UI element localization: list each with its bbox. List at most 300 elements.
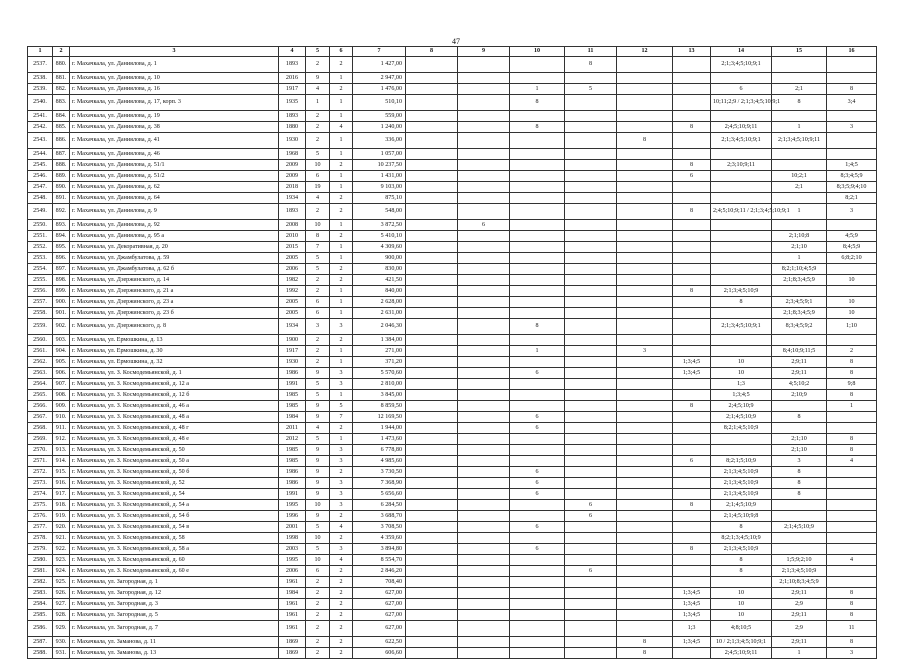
table-cell bbox=[711, 434, 772, 445]
table-cell bbox=[510, 577, 565, 588]
table-cell: 6 284,50 bbox=[353, 500, 406, 511]
table-cell: 909. bbox=[53, 401, 70, 412]
table-cell: 7 368,90 bbox=[353, 478, 406, 489]
table-cell bbox=[673, 566, 711, 577]
table-cell: 4;8;10;5 bbox=[711, 621, 772, 637]
table-cell bbox=[406, 275, 458, 286]
table-cell: 2578. bbox=[28, 533, 53, 544]
table-cell: 1992 bbox=[279, 286, 306, 297]
table-cell: 371,20 bbox=[353, 357, 406, 368]
table-cell bbox=[617, 456, 673, 467]
table-cell: 8 bbox=[673, 544, 711, 555]
table-cell: 548,00 bbox=[353, 204, 406, 220]
table-cell: 1 bbox=[330, 434, 353, 445]
table-cell bbox=[617, 401, 673, 412]
table-cell bbox=[827, 533, 877, 544]
table-cell bbox=[406, 566, 458, 577]
table-cell: 2541. bbox=[28, 111, 53, 122]
table-cell bbox=[458, 253, 510, 264]
table-cell: 8 bbox=[617, 637, 673, 648]
table-cell: 5 410,10 bbox=[353, 231, 406, 242]
table-cell: 2 bbox=[330, 637, 353, 648]
table-cell: 510,10 bbox=[353, 95, 406, 111]
table-cell: г. Махачкала, ул. З. Космодемьянской, д. 60 е bbox=[70, 566, 279, 577]
table-cell: 2 bbox=[306, 346, 330, 357]
table-cell: 8 bbox=[673, 500, 711, 511]
table-row bbox=[28, 412, 877, 423]
table-cell: 1 944,00 bbox=[353, 423, 406, 434]
table-cell: г. Махачкала, ул. Ермошкина, д. 32 bbox=[70, 357, 279, 368]
table-cell: 3 845,00 bbox=[353, 390, 406, 401]
table-cell: 2 bbox=[330, 648, 353, 659]
table-row bbox=[28, 182, 877, 193]
table-cell: 2539. bbox=[28, 84, 53, 95]
table-cell: 2;1;10 bbox=[772, 242, 827, 253]
table-cell bbox=[406, 95, 458, 111]
table-cell: г. Махачкала, ул. Дзержинского, д. 14 bbox=[70, 275, 279, 286]
table-cell: 2 bbox=[330, 467, 353, 478]
table-cell: 8 bbox=[827, 357, 877, 368]
table-cell bbox=[458, 467, 510, 478]
table-cell bbox=[772, 57, 827, 73]
table-cell bbox=[510, 401, 565, 412]
table-cell bbox=[673, 73, 711, 84]
table-cell bbox=[565, 544, 617, 555]
table-cell: 8;2;1;4;5;10;9 bbox=[711, 423, 772, 434]
table-cell: 9 bbox=[306, 456, 330, 467]
table-cell: 2 628,00 bbox=[353, 297, 406, 308]
table-cell bbox=[617, 160, 673, 171]
table-cell: 2550. bbox=[28, 220, 53, 231]
table-cell: г. Махачкала, ул. З. Космодемьянской, д. 48 г bbox=[70, 423, 279, 434]
table-cell bbox=[617, 286, 673, 297]
table-cell: 2 bbox=[306, 637, 330, 648]
table-cell bbox=[510, 297, 565, 308]
table-cell: 2568. bbox=[28, 423, 53, 434]
table-cell bbox=[406, 423, 458, 434]
table-cell: 10 bbox=[711, 368, 772, 379]
table-cell bbox=[510, 160, 565, 171]
table-cell: 4 bbox=[306, 423, 330, 434]
table-cell: г. Махачкала, ул. Загородная, д. 1 bbox=[70, 577, 279, 588]
table-cell: 8 bbox=[772, 95, 827, 111]
table-cell bbox=[565, 577, 617, 588]
table-cell: 4 359,60 bbox=[353, 533, 406, 544]
table-cell bbox=[565, 335, 617, 346]
table-cell: 2 bbox=[306, 577, 330, 588]
table-cell: 2569. bbox=[28, 434, 53, 445]
table-cell bbox=[458, 84, 510, 95]
table-cell: 2009 bbox=[279, 171, 306, 182]
table-cell bbox=[565, 522, 617, 533]
table-cell bbox=[458, 610, 510, 621]
table-cell: 2;1;10;8;3;4;5;9 bbox=[772, 577, 827, 588]
table-cell: 1893 bbox=[279, 111, 306, 122]
table-cell bbox=[458, 489, 510, 500]
table-cell: 10;11;2;9 / 2;1;3;4;5;10;9;1 bbox=[711, 95, 772, 111]
table-cell: 2;1;3;4;5;10;9 bbox=[711, 544, 772, 555]
table-cell: 8 bbox=[827, 610, 877, 621]
table-cell: 6;8;2;10 bbox=[827, 253, 877, 264]
table-cell: г. Махачкала, ул. Даниялова, д. 38 bbox=[70, 122, 279, 133]
table-cell bbox=[827, 133, 877, 149]
table-cell: 8 bbox=[306, 231, 330, 242]
table-cell bbox=[510, 555, 565, 566]
table-cell bbox=[510, 357, 565, 368]
table-cell bbox=[617, 423, 673, 434]
table-cell: 2 bbox=[306, 599, 330, 610]
table-cell bbox=[673, 319, 711, 335]
table-cell: 10 bbox=[711, 357, 772, 368]
table-cell bbox=[565, 379, 617, 390]
table-cell: 1;3;4;5 bbox=[673, 610, 711, 621]
table-row bbox=[28, 149, 877, 160]
table-cell: г. Махачкала, ул. Даниялова, д. 10 bbox=[70, 73, 279, 84]
table-cell bbox=[827, 577, 877, 588]
table-cell: 917. bbox=[53, 489, 70, 500]
table-cell: 1;3;4;5 bbox=[711, 390, 772, 401]
table-cell bbox=[406, 253, 458, 264]
table-cell bbox=[510, 193, 565, 204]
table-cell bbox=[565, 445, 617, 456]
table-cell bbox=[827, 467, 877, 478]
table-cell bbox=[406, 412, 458, 423]
table-cell bbox=[617, 577, 673, 588]
table-cell: 1 476,00 bbox=[353, 84, 406, 95]
table-cell bbox=[510, 73, 565, 84]
table-cell: 881. bbox=[53, 73, 70, 84]
table-cell bbox=[673, 522, 711, 533]
table-cell: 4 bbox=[306, 193, 330, 204]
table-cell bbox=[458, 566, 510, 577]
table-cell bbox=[458, 242, 510, 253]
table-cell bbox=[711, 346, 772, 357]
table-row bbox=[28, 84, 877, 95]
table-cell: 898. bbox=[53, 275, 70, 286]
table-cell: 1984 bbox=[279, 588, 306, 599]
table-cell: г. Махачкала, ул. Даниялова, д. 46 bbox=[70, 149, 279, 160]
table-cell: 5 bbox=[306, 544, 330, 555]
table-cell: 2586. bbox=[28, 621, 53, 637]
table-cell: 2;1;8;3;4;5;9 bbox=[772, 308, 827, 319]
table-cell bbox=[565, 242, 617, 253]
table-cell: 2;3;10;9;11 bbox=[711, 160, 772, 171]
col-header: 15 bbox=[772, 47, 827, 57]
table-cell: 2 bbox=[306, 610, 330, 621]
table-cell bbox=[772, 220, 827, 231]
table-cell bbox=[406, 149, 458, 160]
table-cell: 880. bbox=[53, 57, 70, 73]
table-cell: 1961 bbox=[279, 610, 306, 621]
table-cell bbox=[673, 275, 711, 286]
table-cell: 2011 bbox=[279, 423, 306, 434]
table-row bbox=[28, 648, 877, 659]
table-cell: 2551. bbox=[28, 231, 53, 242]
table-cell: 911. bbox=[53, 423, 70, 434]
table-cell: 926. bbox=[53, 588, 70, 599]
table-cell: 3 bbox=[330, 544, 353, 555]
table-cell: 895. bbox=[53, 242, 70, 253]
table-cell: 1 bbox=[330, 357, 353, 368]
table-cell: 6 bbox=[510, 368, 565, 379]
table-cell: 10 bbox=[306, 555, 330, 566]
table-row bbox=[28, 308, 877, 319]
table-cell: 6 bbox=[711, 84, 772, 95]
table-cell: 2005 bbox=[279, 308, 306, 319]
table-cell: 2588. bbox=[28, 648, 53, 659]
table-cell: 3 688,70 bbox=[353, 511, 406, 522]
table-cell: 2 bbox=[306, 648, 330, 659]
table-cell bbox=[617, 533, 673, 544]
table-cell: 901. bbox=[53, 308, 70, 319]
table-cell: 2006 bbox=[279, 264, 306, 275]
col-header: 4 bbox=[279, 47, 306, 57]
table-cell: 2;9 bbox=[772, 599, 827, 610]
table-cell: 8;4;5;9 bbox=[827, 242, 877, 253]
table-cell: 2565. bbox=[28, 390, 53, 401]
table-cell bbox=[565, 390, 617, 401]
table-cell bbox=[510, 599, 565, 610]
table-cell: 1 bbox=[330, 286, 353, 297]
table-cell: 1985 bbox=[279, 390, 306, 401]
table-cell: 3 bbox=[827, 204, 877, 220]
table-cell bbox=[458, 522, 510, 533]
table-cell: 6 bbox=[510, 412, 565, 423]
table-cell bbox=[406, 401, 458, 412]
table-cell bbox=[458, 335, 510, 346]
table-cell: 1;4;5 bbox=[827, 160, 877, 171]
table-cell: 893. bbox=[53, 220, 70, 231]
table-cell bbox=[711, 231, 772, 242]
table-cell bbox=[458, 346, 510, 357]
table-cell: 2554. bbox=[28, 264, 53, 275]
table-cell bbox=[510, 588, 565, 599]
table-cell bbox=[827, 73, 877, 84]
table-cell: 7 bbox=[306, 242, 330, 253]
col-header: 9 bbox=[458, 47, 510, 57]
table-cell bbox=[458, 264, 510, 275]
table-row bbox=[28, 122, 877, 133]
table-cell: 1 240,00 bbox=[353, 122, 406, 133]
table-cell: 2 bbox=[330, 566, 353, 577]
table-cell: 2;4;5;10;9 bbox=[711, 401, 772, 412]
table-row bbox=[28, 253, 877, 264]
table-cell bbox=[458, 648, 510, 659]
table-cell: 3 bbox=[330, 379, 353, 390]
table-cell bbox=[673, 335, 711, 346]
table-row bbox=[28, 390, 877, 401]
table-cell bbox=[827, 489, 877, 500]
table-cell bbox=[711, 577, 772, 588]
table-row bbox=[28, 434, 877, 445]
table-cell bbox=[711, 445, 772, 456]
page-number: 47 bbox=[452, 37, 460, 46]
table-cell: 5 bbox=[306, 253, 330, 264]
table-cell: 2 810,00 bbox=[353, 379, 406, 390]
table-cell bbox=[711, 264, 772, 275]
table-cell: 2;1 bbox=[772, 182, 827, 193]
table-cell: 3 bbox=[306, 319, 330, 335]
table-cell bbox=[565, 599, 617, 610]
table-cell bbox=[406, 445, 458, 456]
table-cell: 9 bbox=[306, 478, 330, 489]
table-row bbox=[28, 286, 877, 297]
table-cell: г. Махачкала, ул. Джамбулатова, д. 59 bbox=[70, 253, 279, 264]
table-cell: 5 bbox=[330, 401, 353, 412]
table-cell bbox=[406, 533, 458, 544]
table-cell bbox=[458, 445, 510, 456]
table-cell bbox=[827, 264, 877, 275]
table-cell: г. Махачкала, ул. Даниялова, д. 19 bbox=[70, 111, 279, 122]
table-cell bbox=[827, 423, 877, 434]
table-cell: 2;3;4;5;9;1 bbox=[772, 297, 827, 308]
table-cell: 2 846,20 bbox=[353, 566, 406, 577]
table-cell bbox=[565, 171, 617, 182]
table-cell: 2571. bbox=[28, 456, 53, 467]
table-cell bbox=[406, 335, 458, 346]
table-cell: 10;2;1 bbox=[772, 171, 827, 182]
table-cell bbox=[458, 149, 510, 160]
table-cell: 2;1;3;4;5;10;9;11 bbox=[772, 133, 827, 149]
table-cell bbox=[510, 242, 565, 253]
table-cell bbox=[510, 149, 565, 160]
table-cell bbox=[565, 401, 617, 412]
table-cell: 2537. bbox=[28, 57, 53, 73]
table-cell bbox=[673, 308, 711, 319]
table-cell: 9;8 bbox=[827, 379, 877, 390]
table-cell: г. Махачкала, ул. Даниялова, д. 64 bbox=[70, 193, 279, 204]
table-cell: 924. bbox=[53, 566, 70, 577]
table-cell bbox=[458, 111, 510, 122]
table-cell bbox=[565, 133, 617, 149]
table-cell bbox=[617, 171, 673, 182]
table-cell: 2 bbox=[330, 231, 353, 242]
table-cell: 1 bbox=[772, 648, 827, 659]
table-cell: 3 bbox=[330, 456, 353, 467]
table-cell: 907. bbox=[53, 379, 70, 390]
table-cell bbox=[565, 149, 617, 160]
table-cell: 920. bbox=[53, 522, 70, 533]
table-cell: 884. bbox=[53, 111, 70, 122]
table-cell bbox=[565, 122, 617, 133]
table-cell bbox=[673, 423, 711, 434]
table-cell: 2552. bbox=[28, 242, 53, 253]
table-cell: 1984 bbox=[279, 412, 306, 423]
table-cell: 1;3;4;5 bbox=[673, 588, 711, 599]
table-cell: г. Махачкала, ул. З. Космодемьянской, д. 1 bbox=[70, 368, 279, 379]
table-cell bbox=[458, 182, 510, 193]
table-cell bbox=[458, 319, 510, 335]
table-cell: 8 bbox=[827, 390, 877, 401]
table-row bbox=[28, 160, 877, 171]
table-cell: 5 bbox=[565, 84, 617, 95]
table-row bbox=[28, 171, 877, 182]
table-cell bbox=[617, 204, 673, 220]
table-cell: 627,00 bbox=[353, 599, 406, 610]
table-cell bbox=[565, 297, 617, 308]
table-cell bbox=[565, 264, 617, 275]
table-row bbox=[28, 588, 877, 599]
table-cell bbox=[673, 533, 711, 544]
table-cell bbox=[772, 149, 827, 160]
table-cell: 882. bbox=[53, 84, 70, 95]
table-cell: 9 bbox=[306, 489, 330, 500]
table-cell: 421,50 bbox=[353, 275, 406, 286]
table-cell bbox=[673, 489, 711, 500]
table-cell bbox=[510, 220, 565, 231]
table-cell bbox=[565, 220, 617, 231]
table-cell: 1893 bbox=[279, 204, 306, 220]
table-cell: 8;2;1;3;4;5;10;9 bbox=[711, 533, 772, 544]
table-cell: 2545. bbox=[28, 160, 53, 171]
table-cell bbox=[565, 434, 617, 445]
table-cell bbox=[711, 335, 772, 346]
table-cell: 903. bbox=[53, 335, 70, 346]
table-cell: 2563. bbox=[28, 368, 53, 379]
table-cell: г. Махачкала, ул. З. Космодемьянской, д. 12 а bbox=[70, 379, 279, 390]
table-cell: 9 103,00 bbox=[353, 182, 406, 193]
table-cell bbox=[406, 160, 458, 171]
table-cell bbox=[711, 242, 772, 253]
table-cell: 927. bbox=[53, 599, 70, 610]
table-cell: 918. bbox=[53, 500, 70, 511]
table-cell: 627,00 bbox=[353, 610, 406, 621]
table-cell: 2 bbox=[306, 588, 330, 599]
table-row bbox=[28, 544, 877, 555]
table-cell: 4 bbox=[330, 522, 353, 533]
table-cell bbox=[827, 57, 877, 73]
table-cell bbox=[827, 566, 877, 577]
table-cell: 11 bbox=[827, 621, 877, 637]
table-cell bbox=[565, 368, 617, 379]
table-cell: 2 bbox=[330, 204, 353, 220]
table-cell: 2 947,00 bbox=[353, 73, 406, 84]
table-cell bbox=[406, 346, 458, 357]
table-cell: 10 bbox=[827, 275, 877, 286]
header-row bbox=[28, 47, 877, 57]
table-cell: 2;9;11 bbox=[772, 357, 827, 368]
table-cell bbox=[673, 149, 711, 160]
table-cell: 2 bbox=[306, 275, 330, 286]
table-cell bbox=[458, 456, 510, 467]
table-cell: 6 bbox=[510, 423, 565, 434]
table-cell: 2001 bbox=[279, 522, 306, 533]
table-cell: г. Махачкала, ул. Дзержинского, д. 8 bbox=[70, 319, 279, 335]
table-cell bbox=[458, 478, 510, 489]
table-cell bbox=[510, 621, 565, 637]
table-cell bbox=[406, 599, 458, 610]
table-cell: 928. bbox=[53, 610, 70, 621]
table-cell bbox=[673, 84, 711, 95]
table-cell bbox=[711, 149, 772, 160]
table-cell: 627,00 bbox=[353, 588, 406, 599]
table-cell: 6 bbox=[673, 456, 711, 467]
table-cell bbox=[458, 204, 510, 220]
table-cell: 897. bbox=[53, 264, 70, 275]
table-cell bbox=[565, 456, 617, 467]
table-row bbox=[28, 379, 877, 390]
table-cell bbox=[617, 253, 673, 264]
table-cell: 830,00 bbox=[353, 264, 406, 275]
table-cell: 1 bbox=[330, 297, 353, 308]
table-cell: 1880 bbox=[279, 122, 306, 133]
table-cell: 10 / 2;1;3;4;5;10;9;1 bbox=[711, 637, 772, 648]
table-row bbox=[28, 95, 877, 111]
table-cell: 910. bbox=[53, 412, 70, 423]
table-cell: 271,00 bbox=[353, 346, 406, 357]
table-cell: 2 bbox=[330, 264, 353, 275]
table-cell bbox=[510, 445, 565, 456]
